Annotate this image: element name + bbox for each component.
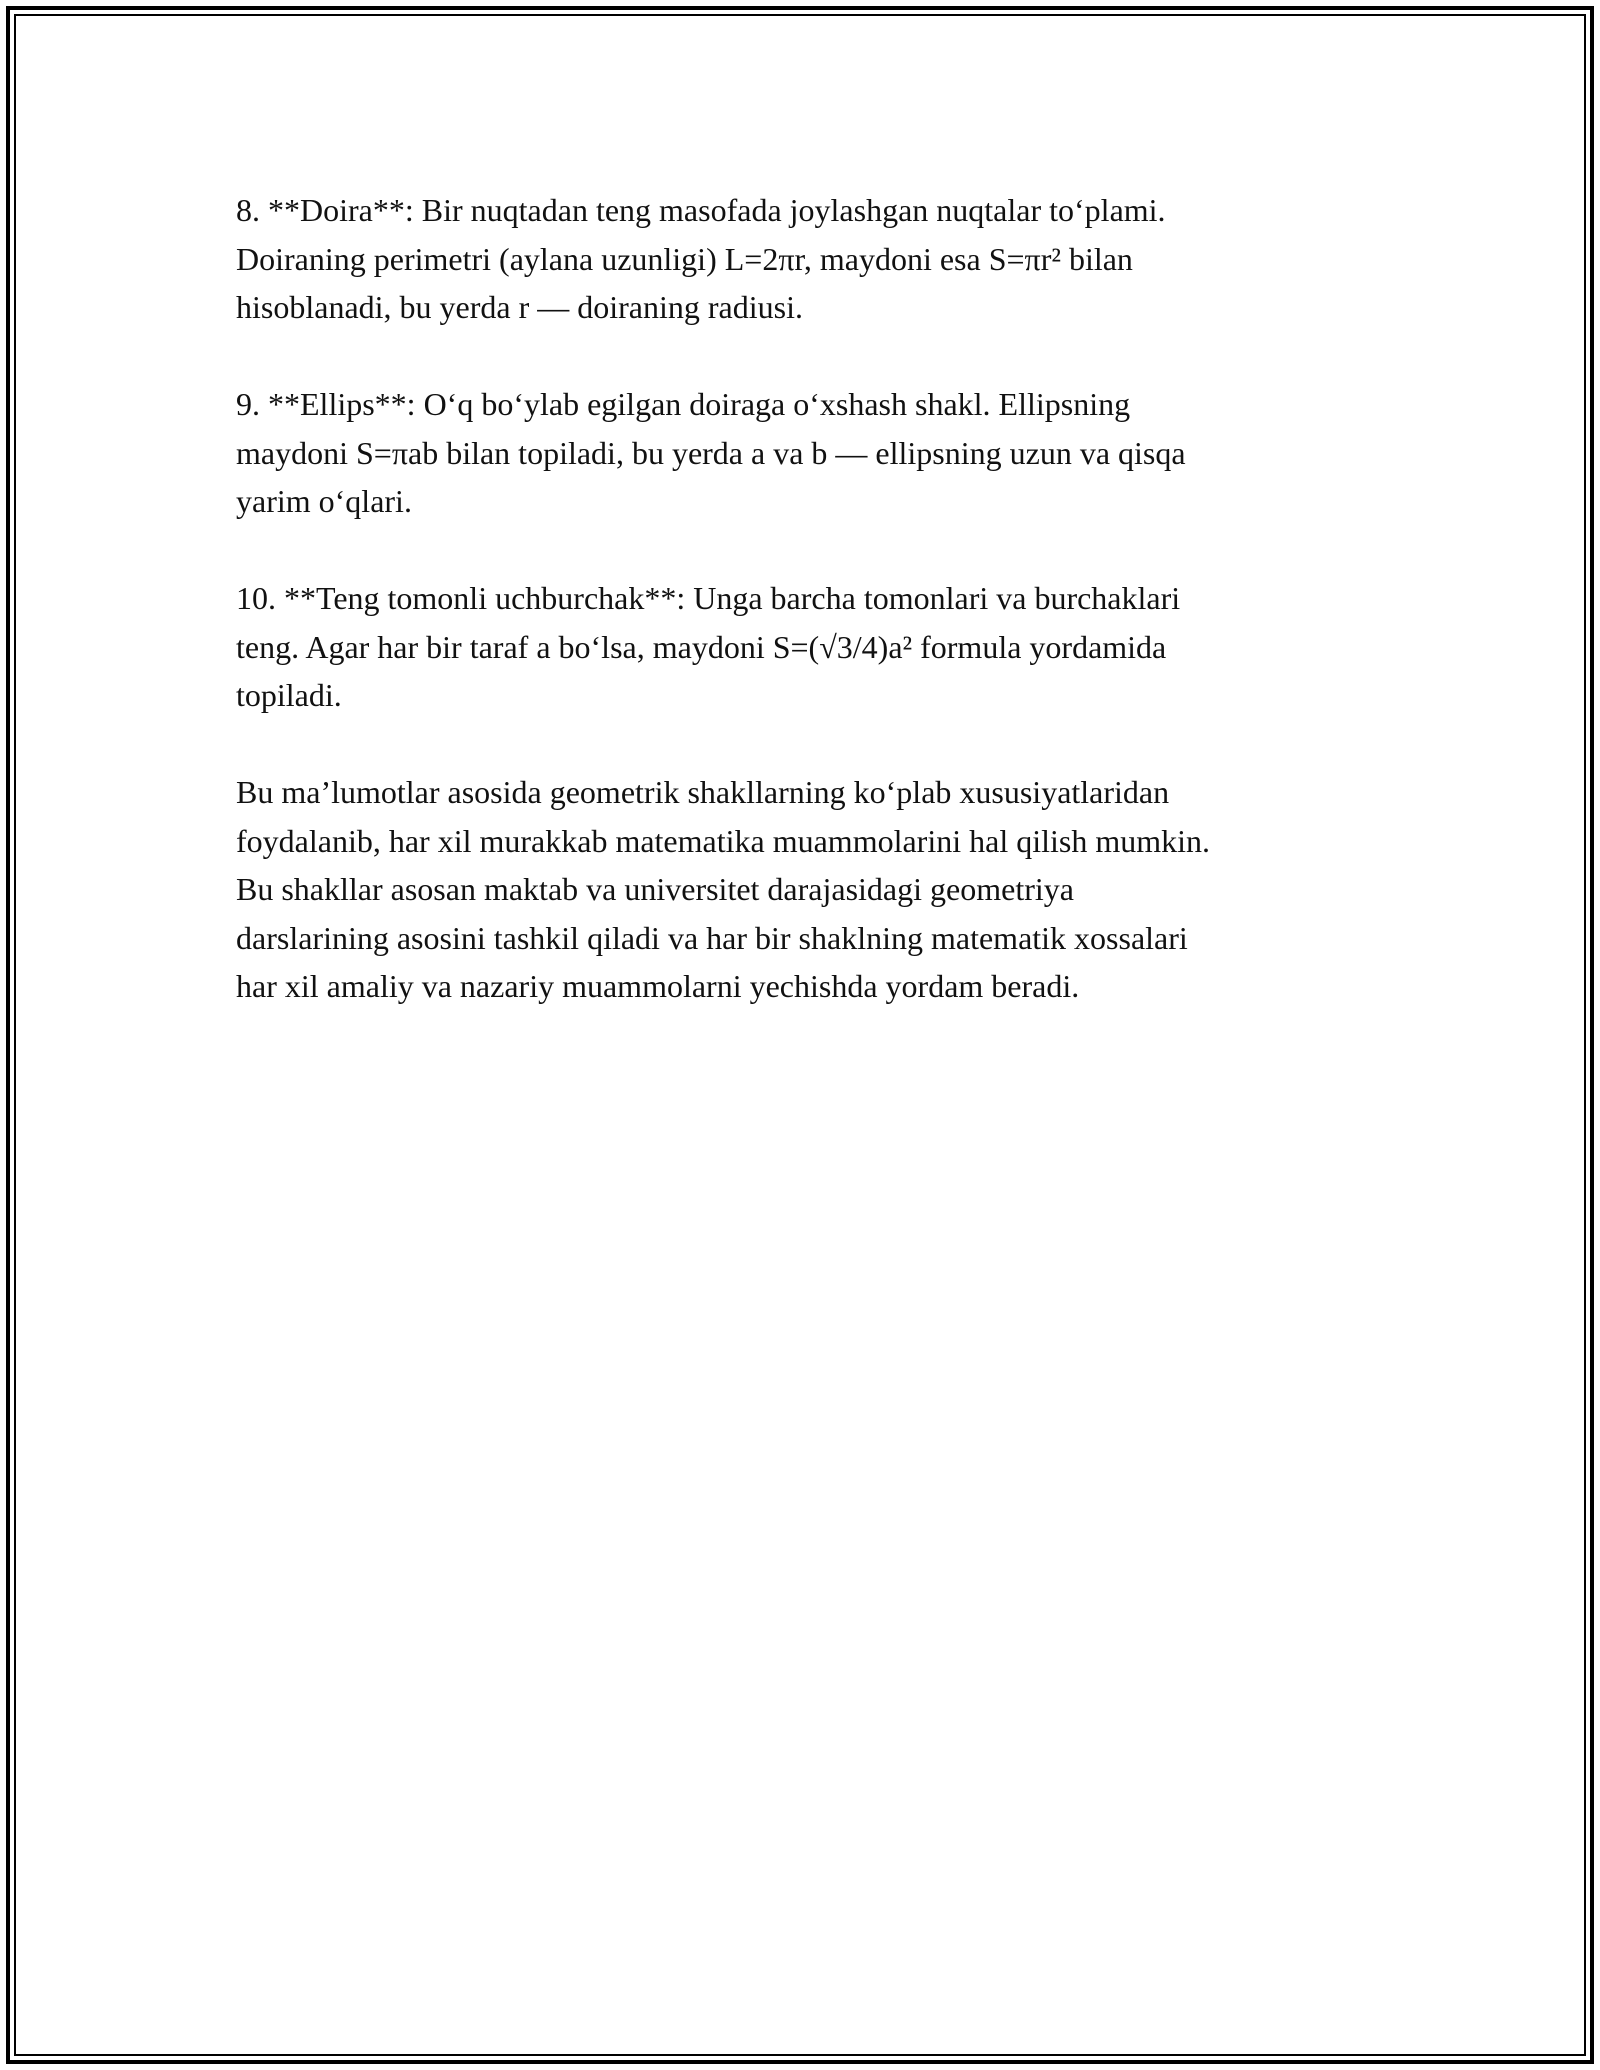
paragraph-ellips — [236, 380, 1356, 526]
text-line: 9. **Ellips**: O‘q bo‘ylab egilgan doiraga o‘xshash shakl. Ellipsning — [236, 386, 1131, 422]
paragraph-doira — [236, 186, 1356, 332]
paragraph-conclusion — [236, 768, 1356, 1011]
text-line: Bu shakllar asosan maktab va universitet darajasidagi geometriya — [236, 871, 1074, 907]
paragraph-teng-tomonli-uchburchak — [236, 574, 1356, 720]
text-line: 8. **Doira**: Bir nuqtadan teng masofada joylashgan nuqtalar to‘plami. — [236, 192, 1166, 228]
document-body — [236, 186, 1356, 1059]
text-line: har xil amaliy va nazariy muammolarni yechishda yordam beradi. — [236, 968, 1080, 1004]
text-line: teng. Agar har bir taraf a bo‘lsa, maydoni S=(√3/4)a² formula yordamida — [236, 628, 1167, 665]
text-line: hisoblanadi, bu yerda r — doiraning radiusi. — [236, 289, 803, 325]
text-line: 10. **Teng tomonli uchburchak**: Unga barcha tomonlari va burchaklari — [236, 580, 1181, 616]
text-line: topiladi. — [236, 677, 342, 713]
text-line: maydoni S=πab bilan topiladi, bu yerda a va b — ellipsning uzun va qisqa — [236, 434, 1186, 471]
text-line: darslarining asosini tashkil qiladi va har bir shaklning matematik xossalari — [236, 919, 1188, 956]
text-line: Doiraning perimetri (aylana uzunligi) L=2πr, maydoni esa S=πr² bilan — [236, 240, 1133, 277]
text-line: foydalanib, har xil murakkab matematika muammolarini hal qilish mumkin. — [236, 822, 1210, 859]
text-line: yarim o‘qlari. — [236, 483, 412, 519]
text-line: Bu ma’lumotlar asosida geometrik shakllarning ko‘plab xususiyatlaridan — [236, 774, 1170, 810]
